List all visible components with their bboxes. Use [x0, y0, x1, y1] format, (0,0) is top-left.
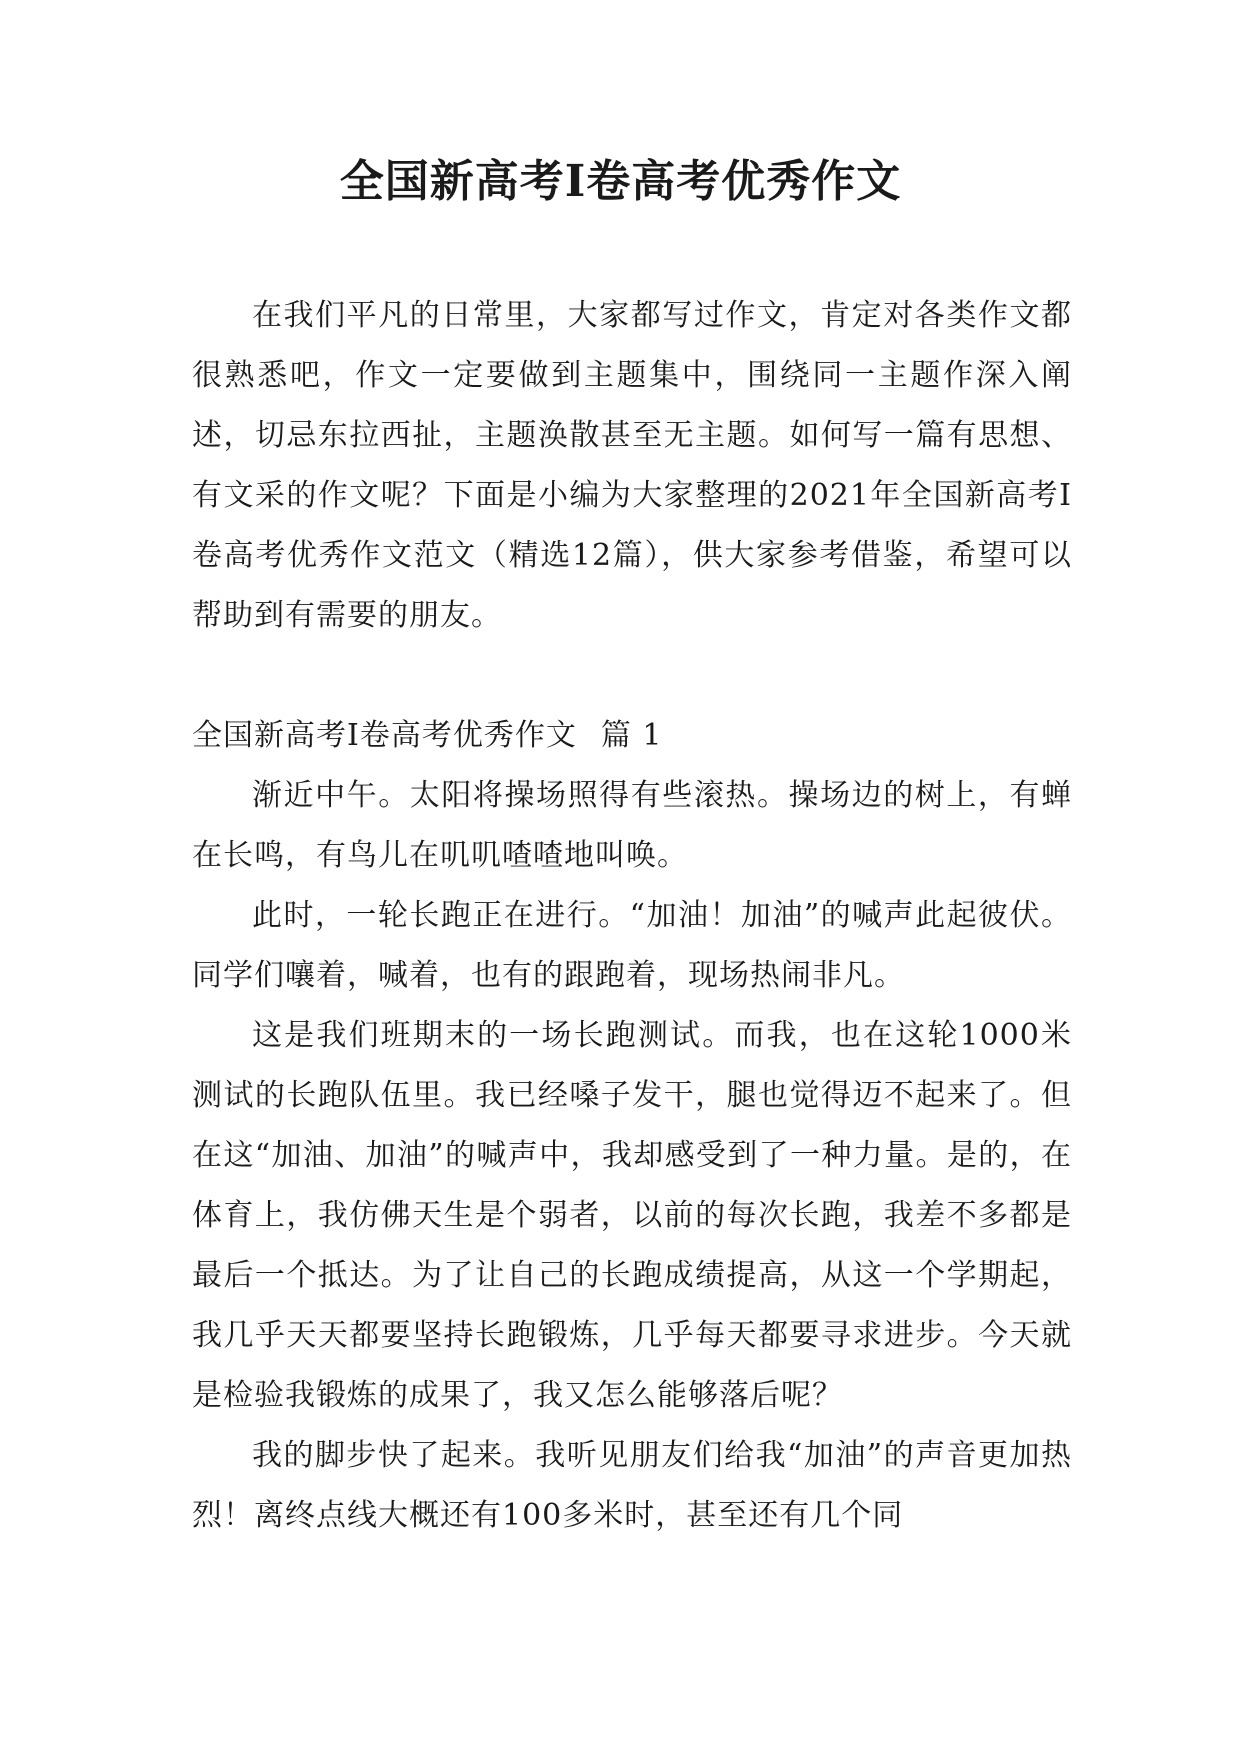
- essay-paragraph: 此时，一轮长跑正在进行。“加油！加油”的喊声此起彼伏。同学们嚷着，喊着，也有的跟跑着，现场热闹非凡。: [192, 898, 1072, 993]
- section-heading-label: 篇 1: [600, 718, 663, 753]
- section-heading-title: 全国新高考Ⅰ卷高考优秀作文: [192, 718, 577, 753]
- section-heading: [192, 706, 1072, 766]
- essay-paragraph: 这是我们班期末的一场长跑测试。而我，也在这轮1000米测试的长跑队伍里。我已经嗓子发干，腿也觉得迈不起来了。但在这“加油、加油”的喊声中，我却感受到了一种力量。是的，在体育上，我仿佛天生是个弱者，以前的每次长跑，我差不多都是最后一个抵达。为了让自己的长跑成绩提高，从这一个学期起，我几乎天天都要坚持长跑锻炼，几乎每天都要寻求进步。今天就是检验我锻炼的成果了，我又怎么能够落后呢？: [192, 1018, 1072, 1413]
- document-title: 全国新高考Ⅰ卷高考优秀作文: [339, 156, 902, 207]
- document-body: [192, 286, 1072, 1546]
- essay-paragraph: 渐近中午。太阳将操场照得有些滚热。操场边的树上，有蝉在长鸣，有鸟儿在叽叽喳喳地叫唤。: [192, 778, 1072, 873]
- intro-paragraph: 在我们平凡的日常里，大家都写过作文，肯定对各类作文都很熟悉吧，作文一定要做到主题集中，围绕同一主题作深入阐述，切忌东拉西扯，主题涣散甚至无主题。如何写一篇有思想、有文采的作文呢？下面是小编为大家整理的2021年全国新高考Ⅰ卷高考优秀作文范文（精选12篇），供大家参考借鉴，希望可以帮助到有需要的朋友。: [192, 298, 1072, 633]
- essay-paragraph: 我的脚步快了起来。我听见朋友们给我“加油”的声音更加热烈！离终点线大概还有100多米时，甚至还有几个同: [192, 1438, 1072, 1533]
